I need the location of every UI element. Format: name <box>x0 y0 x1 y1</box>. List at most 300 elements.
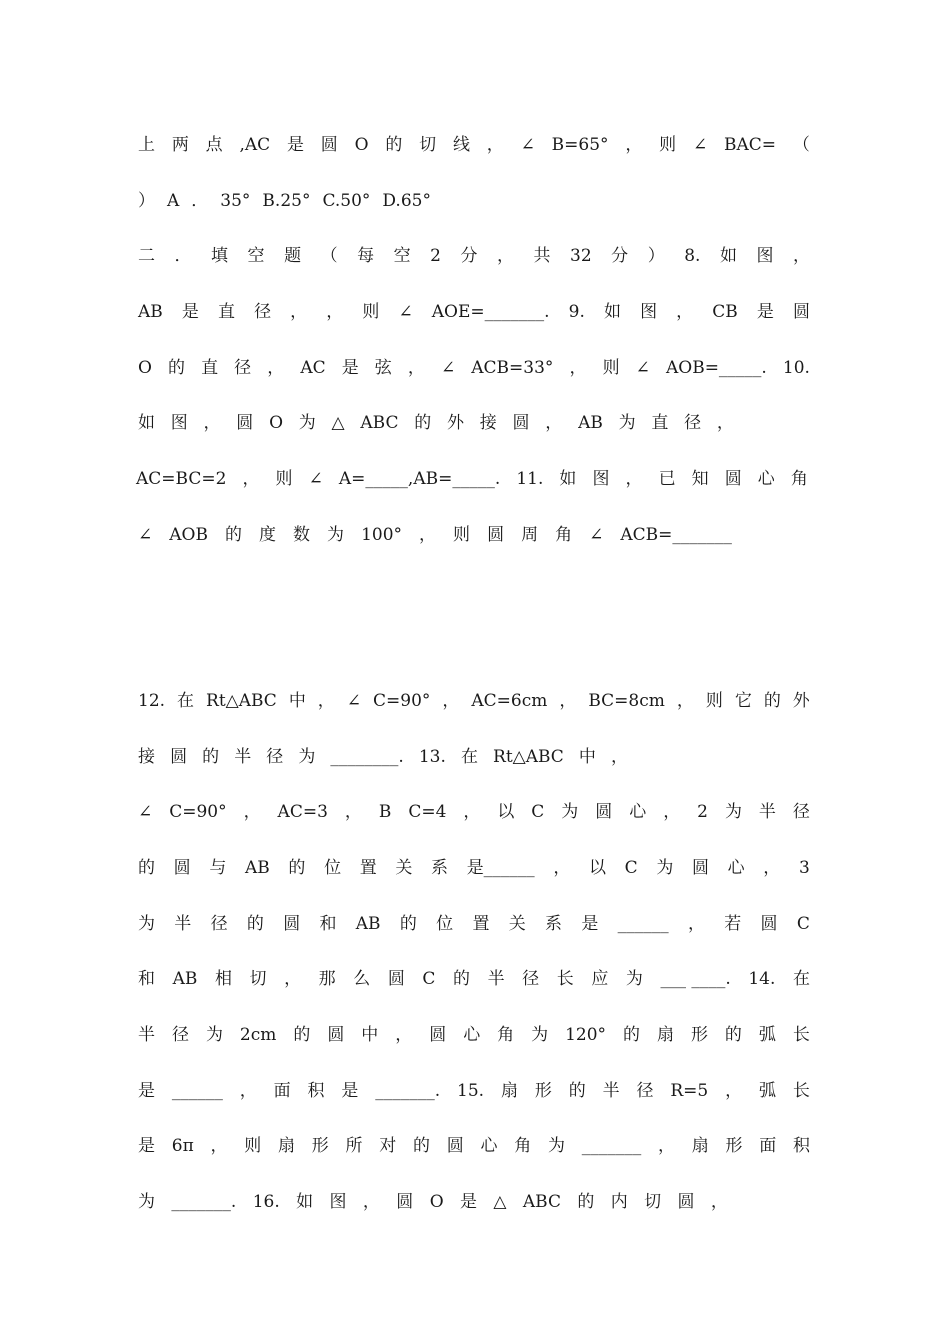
text-token: 扇 <box>656 1025 674 1045</box>
text-token: 心 <box>463 1025 481 1045</box>
text-token: ， <box>676 302 694 322</box>
text-token: 相 <box>214 969 232 989</box>
text-token: 空 <box>247 246 265 266</box>
text-token: 径 <box>254 302 272 322</box>
text-token: 分 <box>460 246 478 266</box>
text-token: 的 <box>453 969 470 989</box>
text-token: 外 <box>792 691 810 711</box>
text-token: 中 <box>578 747 596 767</box>
text-token: 形 <box>534 1081 552 1101</box>
text-token: 径 <box>171 1025 189 1045</box>
text-line <box>138 189 558 213</box>
text-token: 圆 <box>429 1025 447 1045</box>
text-token: ∠ <box>692 135 708 155</box>
text-token: 长 <box>792 1081 810 1101</box>
text-token: 圆 <box>677 1192 695 1212</box>
text-token: 扇 <box>691 1136 709 1156</box>
text-token: 是 <box>286 135 304 155</box>
text-token: 和 <box>319 914 337 934</box>
text-token: 若 <box>724 914 742 934</box>
text-token: 则 <box>244 1136 262 1156</box>
text-token: 形 <box>311 1136 329 1156</box>
text-token: ， <box>559 691 577 711</box>
text-token: O <box>138 358 152 378</box>
text-token: 知 <box>691 469 709 489</box>
text-line <box>138 1023 810 1047</box>
text-token: 应 <box>591 969 609 989</box>
text-token: 么 <box>353 969 371 989</box>
text-token: 为 <box>618 413 636 433</box>
text-token: 圆 <box>396 1192 414 1212</box>
text-token: 半 <box>174 914 192 934</box>
text-token: 则 <box>705 691 723 711</box>
text-token: 心 <box>629 802 647 822</box>
text-token: 圆 <box>173 858 191 878</box>
text-token: 为 <box>656 858 674 878</box>
text-token: 直 <box>217 302 235 322</box>
text-token: ∠ <box>589 525 604 545</box>
text-token: 半 <box>234 747 252 767</box>
text-token: 以 <box>497 802 515 822</box>
text-token: 关 <box>395 858 413 878</box>
text-token: 弧 <box>758 1025 776 1045</box>
text-token: 两 <box>171 135 189 155</box>
text-token: ， <box>610 747 628 767</box>
text-token: 切 <box>249 969 267 989</box>
text-token: 120° <box>565 1025 607 1045</box>
text-token: 每 <box>357 246 375 266</box>
text-token: （ <box>320 246 338 266</box>
text-token: 是 <box>138 1081 155 1101</box>
text-token: 空 <box>393 246 411 266</box>
text-token: 8. <box>684 246 701 266</box>
text-token: 为 <box>561 802 579 822</box>
text-token: 圆 <box>487 525 505 545</box>
text-token: ， <box>344 802 362 822</box>
text-token: 共 <box>533 246 551 266</box>
text-token: 关 <box>508 914 526 934</box>
text-token: 的 <box>385 135 403 155</box>
text-token: 12. <box>138 691 166 711</box>
text-token: 是 <box>581 914 599 934</box>
text-token: 长 <box>792 1025 810 1045</box>
text-token: 面 <box>759 1136 777 1156</box>
text-token: 位 <box>324 858 342 878</box>
text-token: 形 <box>690 1025 708 1045</box>
text-token: 圆 <box>236 413 254 433</box>
text-token: 半 <box>138 1025 155 1045</box>
text-token: 图 <box>592 469 610 489</box>
text-token: ， <box>463 802 481 822</box>
text-token: 是 <box>341 358 359 378</box>
text-token: 圆 <box>170 747 188 767</box>
text-token: 半 <box>602 1081 620 1101</box>
text-token: ， <box>210 1136 228 1156</box>
text-token: ___ ____. <box>660 969 731 989</box>
text-token: 半 <box>487 969 505 989</box>
text-token: 的 <box>288 858 306 878</box>
text-token: 中 <box>361 1025 379 1045</box>
text-token: C <box>531 802 545 822</box>
text-token: 的 <box>413 1136 430 1156</box>
text-token: 10. <box>782 358 810 378</box>
text-token: Rt△ABC <box>206 691 277 711</box>
text-token: 数 <box>293 525 311 545</box>
text-token: 直 <box>651 413 669 433</box>
text-token: 线 <box>452 135 470 155</box>
text-token: 弧 <box>758 1081 776 1101</box>
text-token: ， <box>676 691 694 711</box>
text-token: 系 <box>545 914 563 934</box>
text-token: 为 <box>205 1025 223 1045</box>
text-token: C <box>422 969 436 989</box>
text-token: ,AC <box>239 135 271 155</box>
text-token: 已 <box>658 469 676 489</box>
text-token: 圆 <box>283 914 301 934</box>
text-token: ， <box>419 525 437 545</box>
text-token: 面 <box>273 1081 291 1101</box>
text-token: ） <box>138 191 155 211</box>
text-token: ______ <box>171 1081 223 1101</box>
text-token: 内 <box>610 1192 628 1212</box>
text-token: 为 <box>138 914 155 934</box>
text-token: 心 <box>480 1136 498 1156</box>
text-token: B.25° <box>262 191 311 211</box>
text-line <box>138 1190 728 1214</box>
text-token: 2 <box>430 246 441 266</box>
text-token: 16. <box>252 1192 280 1212</box>
text-token: 扇 <box>278 1136 295 1156</box>
text-token: ． <box>191 191 209 211</box>
text-token: 圆 <box>446 1136 464 1156</box>
text-token: 在 <box>792 969 810 989</box>
text-token: 图 <box>640 302 658 322</box>
text-token: 2cm <box>239 1025 277 1045</box>
text-token: AC=3 <box>277 802 328 822</box>
text-token: 对 <box>379 1136 397 1156</box>
text-token: 为 <box>548 1136 565 1156</box>
text-token: 35° <box>220 191 251 211</box>
text-token: ， <box>326 302 344 322</box>
text-token: 直 <box>201 358 219 378</box>
text-token: 图 <box>756 246 774 266</box>
text-token: 积 <box>307 1081 325 1101</box>
text-token: △ <box>493 1192 507 1212</box>
text-token: ______ <box>617 914 669 934</box>
text-token: ． <box>174 246 192 266</box>
text-token: ， <box>239 1081 257 1101</box>
text-token: A <box>167 191 180 211</box>
text-token: ， <box>553 858 571 878</box>
text-token: ， <box>725 1081 743 1101</box>
text-token: AB <box>355 914 381 934</box>
text-token: 14. <box>748 969 776 989</box>
text-token: ， <box>203 413 221 433</box>
text-token: 是______ <box>466 858 535 878</box>
text-token: ∠ <box>308 469 323 489</box>
text-token: 二 <box>138 246 155 266</box>
text-token: ， <box>243 802 261 822</box>
text-token: 度 <box>259 525 277 545</box>
text-token: 置 <box>359 858 377 878</box>
text-token: 则 <box>602 358 620 378</box>
text-line <box>138 856 810 880</box>
text-token: ________. <box>330 747 404 767</box>
text-token: _______. <box>375 1081 441 1101</box>
text-token: 点 <box>205 135 223 155</box>
text-token: ， <box>763 858 781 878</box>
text-token: 径 <box>266 747 284 767</box>
text-token: 周 <box>521 525 539 545</box>
text-token: 则 <box>362 302 380 322</box>
text-token: 心 <box>757 469 775 489</box>
text-token: C <box>624 858 638 878</box>
text-token: ， <box>362 1192 380 1212</box>
text-token: D.65° <box>382 191 431 211</box>
text-line <box>138 300 810 324</box>
text-line <box>138 1134 810 1158</box>
text-token: 则 <box>453 525 471 545</box>
text-token: 接 <box>479 413 497 433</box>
text-token: 径 <box>684 413 702 433</box>
text-token: 的 <box>399 914 417 934</box>
text-token: 为 <box>625 969 643 989</box>
text-token: 角 <box>790 469 808 489</box>
text-line <box>138 411 734 435</box>
text-token: 的 <box>168 358 186 378</box>
text-token: 是 <box>460 1192 478 1212</box>
text-token: ， <box>442 691 460 711</box>
text-token: 圆 <box>327 1025 345 1045</box>
text-token: 的 <box>568 1081 586 1101</box>
text-token: O <box>429 1192 444 1212</box>
text-token: 填 <box>211 246 229 266</box>
text-token: ∠ <box>346 691 362 711</box>
text-token: 是 <box>181 302 199 322</box>
text-token: ， <box>496 246 514 266</box>
text-token: 接 <box>138 747 155 767</box>
text-token: 所 <box>345 1136 363 1156</box>
text-token: R=5 <box>670 1081 709 1101</box>
text-token: ， <box>317 691 335 711</box>
text-line <box>138 912 810 936</box>
text-token: 则 <box>659 135 677 155</box>
text-line <box>136 467 808 491</box>
text-token: C=4 <box>408 802 447 822</box>
text-token: ， <box>569 358 587 378</box>
text-token: ∠ <box>398 302 413 322</box>
text-token: 圆 <box>691 858 709 878</box>
text-token: 在 <box>177 691 195 711</box>
text-token: 上 <box>138 135 155 155</box>
text-token: 15. <box>457 1081 485 1101</box>
text-token: AC <box>300 358 326 378</box>
text-token: 径 <box>234 358 252 378</box>
text-token: 径 <box>636 1081 654 1101</box>
text-token: 图 <box>329 1192 347 1212</box>
text-token: 的 <box>246 914 264 934</box>
text-token: A=_____,AB=_____. <box>338 469 501 489</box>
text-token: ∠ <box>138 802 153 822</box>
text-token: 则 <box>275 469 293 489</box>
text-token: 如 <box>559 469 577 489</box>
text-token: ， <box>658 1136 675 1156</box>
text-token: AB <box>172 969 198 989</box>
text-token: 的 <box>138 858 155 878</box>
text-token: 是 <box>756 302 774 322</box>
text-token: 角 <box>497 1025 515 1045</box>
text-token: ABC <box>522 1192 561 1212</box>
text-token: ， <box>284 969 302 989</box>
text-token: 圆 <box>387 969 405 989</box>
text-token: O <box>354 135 369 155</box>
text-token: ， <box>290 302 308 322</box>
text-token: B=65° <box>551 135 609 155</box>
text-token: ∠ <box>138 525 153 545</box>
text-token: 的 <box>414 413 432 433</box>
text-token: BC=8cm <box>588 691 665 711</box>
text-token: C.50° <box>322 191 371 211</box>
text-token: ∠ <box>635 358 650 378</box>
text-token: AB <box>138 302 163 322</box>
text-token: 图 <box>170 413 188 433</box>
text-token: ， <box>545 413 563 433</box>
text-token: B <box>378 802 392 822</box>
text-token: 和 <box>138 969 155 989</box>
text-token: 13. <box>418 747 446 767</box>
text-token: 为 <box>138 1192 155 1212</box>
text-token: 的 <box>577 1192 595 1212</box>
text-token: 外 <box>447 413 464 433</box>
text-token: AC=6cm <box>471 691 548 711</box>
text-token: 系 <box>431 858 449 878</box>
text-token: 如 <box>719 246 737 266</box>
text-line <box>138 967 810 991</box>
text-token: 圆 <box>724 469 742 489</box>
text-line <box>138 745 628 769</box>
text-token: ， <box>267 358 285 378</box>
text-token: AOE=_______. <box>431 302 550 322</box>
text-token: 为 <box>531 1025 549 1045</box>
text-token: 扇 <box>500 1081 518 1101</box>
text-token: 置 <box>472 914 490 934</box>
text-token: 位 <box>436 914 454 934</box>
text-token: 的 <box>623 1025 641 1045</box>
text-token: 切 <box>644 1192 662 1212</box>
text-token: 3 <box>798 858 810 878</box>
text-token: △ <box>331 413 345 433</box>
text-token: _______. <box>171 1192 237 1212</box>
text-token: 切 <box>419 135 437 155</box>
text-token: 为 <box>298 747 316 767</box>
text-token: 圆 <box>760 914 778 934</box>
text-token: 6π <box>171 1136 194 1156</box>
text-token: 在 <box>460 747 478 767</box>
text-token: 它 <box>734 691 752 711</box>
text-token: AC=BC=2 <box>136 469 227 489</box>
text-token: 圆 <box>792 302 810 322</box>
text-line <box>138 523 732 547</box>
text-token: ∠ <box>520 135 535 155</box>
text-token: 的 <box>763 691 781 711</box>
text-token: AB <box>244 858 270 878</box>
text-token: C=90° <box>373 691 431 711</box>
text-token: ， <box>710 1192 728 1212</box>
text-token: 的 <box>202 747 220 767</box>
text-token: 圆 <box>320 135 338 155</box>
text-line <box>138 133 810 157</box>
text-token: 题 <box>284 246 302 266</box>
text-token: 圆 <box>512 413 530 433</box>
text-line <box>138 356 810 380</box>
text-token: AOB <box>169 525 208 545</box>
text-line <box>138 689 810 713</box>
text-token: 半 <box>758 802 776 822</box>
text-token: 径 <box>522 969 540 989</box>
text-token: CB <box>712 302 738 322</box>
text-token: 是 <box>138 1136 155 1156</box>
text-token: 中 <box>288 691 306 711</box>
text-token: 为 <box>327 525 345 545</box>
text-token: ， <box>407 358 425 378</box>
text-token: ， <box>395 1025 413 1045</box>
text-token: 11. <box>516 469 544 489</box>
text-token: 的 <box>225 525 242 545</box>
text-token: 32 <box>570 246 592 266</box>
text-token: ABC <box>360 413 399 433</box>
text-token: 的 <box>293 1025 311 1045</box>
text-token: 为 <box>724 802 742 822</box>
text-line <box>138 1079 810 1103</box>
text-token: 角 <box>514 1136 532 1156</box>
text-token: ， <box>242 469 260 489</box>
text-token: ∠ <box>440 358 456 378</box>
text-token: ， <box>625 135 643 155</box>
text-token: 是 <box>341 1081 359 1101</box>
text-token: _______ <box>581 1136 642 1156</box>
text-token: ， <box>663 802 681 822</box>
text-token: 径 <box>210 914 228 934</box>
text-token: ， <box>486 135 504 155</box>
text-line <box>138 244 810 268</box>
text-token: AB <box>578 413 603 433</box>
text-token: 如 <box>138 413 155 433</box>
text-token: 长 <box>556 969 574 989</box>
text-token: 如 <box>603 302 621 322</box>
text-token: 径 <box>792 802 810 822</box>
text-token: ， <box>625 469 643 489</box>
text-token: 心 <box>727 858 745 878</box>
text-token: 积 <box>793 1136 810 1156</box>
text-token: ACB=_______ <box>620 525 732 545</box>
text-line <box>138 800 810 824</box>
text-token: 分 <box>611 246 629 266</box>
text-token: 100° <box>361 525 403 545</box>
text-token: C=90° <box>169 802 227 822</box>
text-token: 圆 <box>595 802 613 822</box>
text-token: 如 <box>296 1192 314 1212</box>
text-token: O <box>269 413 283 433</box>
text-token: 9. <box>568 302 585 322</box>
text-token: ） <box>647 246 665 266</box>
text-token: ， <box>687 914 705 934</box>
text-token: ， <box>716 413 734 433</box>
text-token: 2 <box>697 802 708 822</box>
text-token: ACB=33° <box>471 358 554 378</box>
text-token: 的 <box>724 1025 742 1045</box>
text-token: 为 <box>298 413 316 433</box>
text-token: 以 <box>589 858 606 878</box>
